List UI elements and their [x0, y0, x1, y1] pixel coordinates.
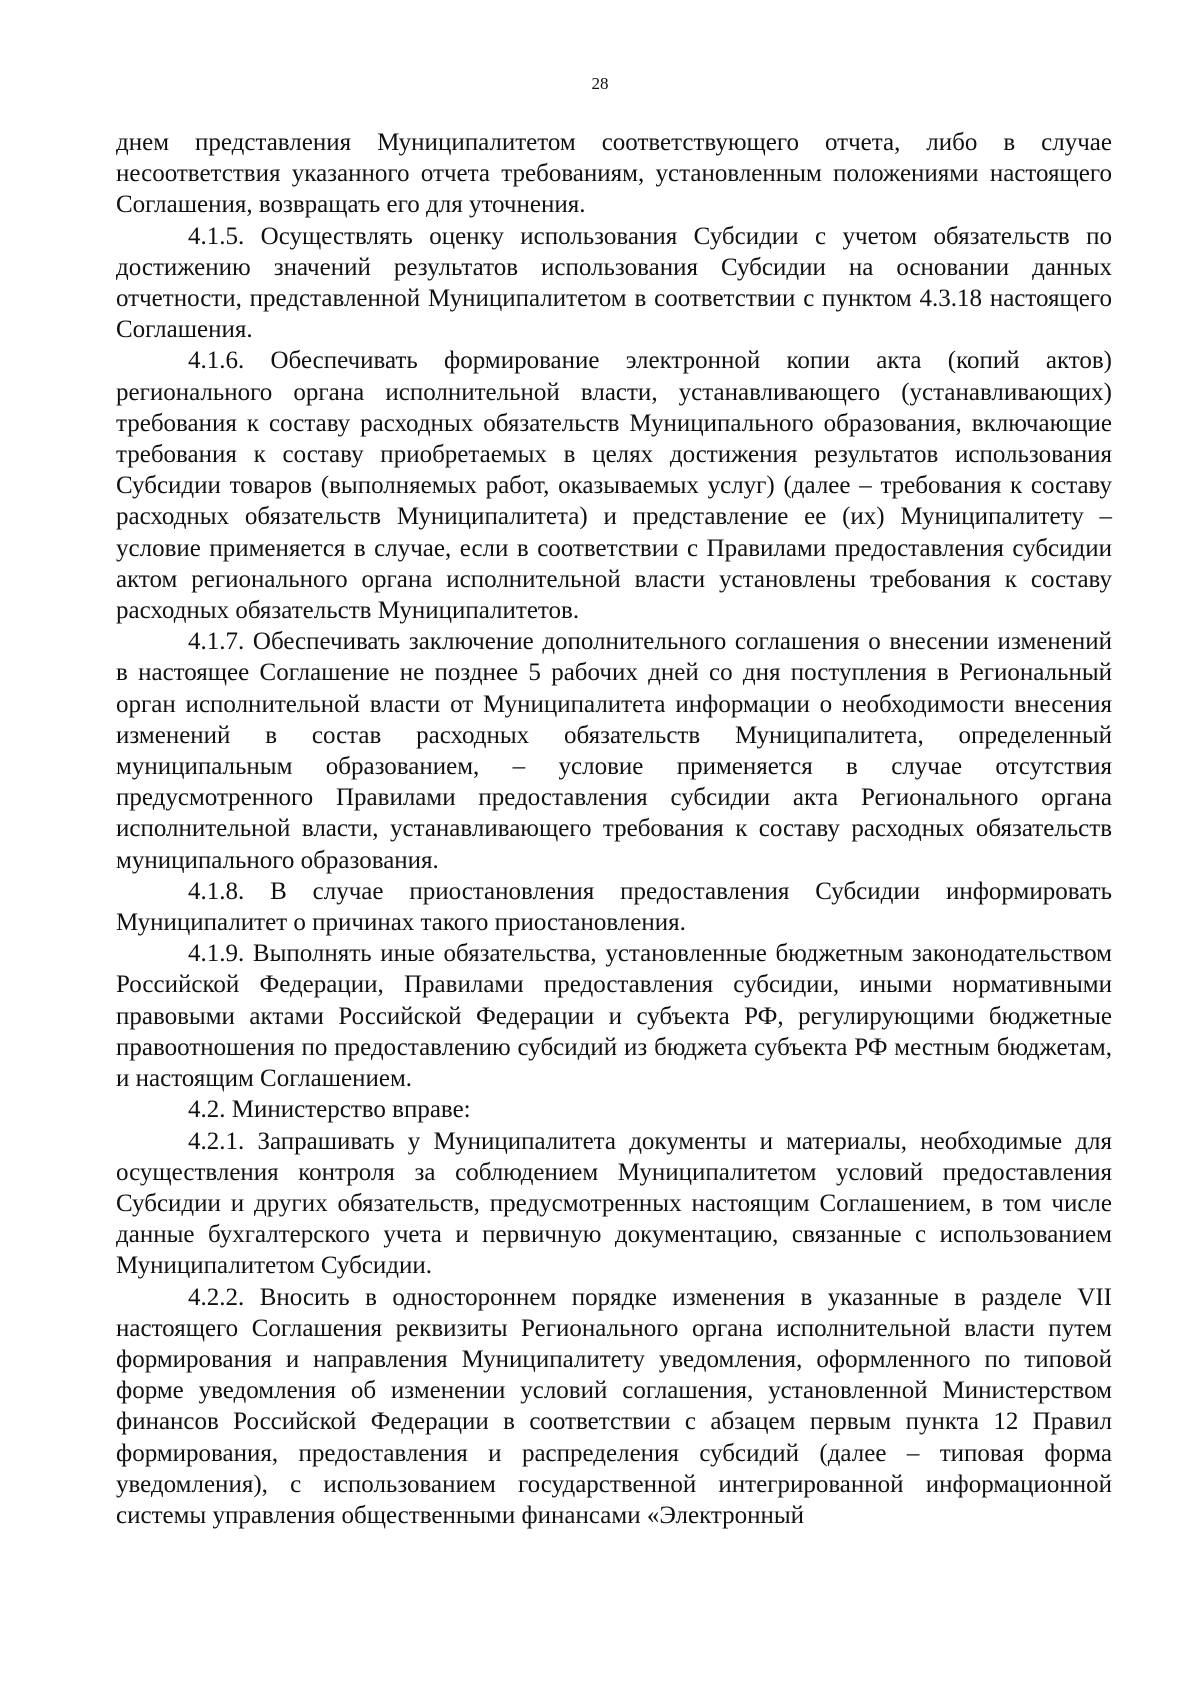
- paragraph-4-2: 4.2. Министерство вправе:: [188, 1096, 471, 1124]
- paragraph-continuation: днем представления Муниципалитетом соответствующего отчета, либо в случае несоответствия указанного отчета требованиям, установленным положениями настоящего Соглашения, возвращать его для уточнения.: [116, 129, 1112, 219]
- paragraph-4-1-6: 4.1.6. Обеспечивать формирование электронной копии акта (копий актов) регионального органа исполнительной власти, устанавливающего (устанавливающих) требования к составу расходных обязательств Муниципального образования, включающие требования к составу приобретаемых в целях достижения результатов использования Субсидии товаров (выполняемых работ, оказываемых услуг) (далее – требования к составу расходных обязательств Муниципалитета) и представление ее (их) Муниципалитету – условие применяется в случае, если в соответствии с Правилами предоставления субсидии актом регионального органа исполнительной власти установлены требования к составу расходных обязательств Муниципалитетов.: [116, 347, 1112, 625]
- paragraph-4-1-8: 4.1.8. В случае приостановления предоставления Субсидии информировать Муниципалитет о причинах такого приостановления.: [116, 877, 1112, 937]
- paragraph-4-1-7: 4.1.7. Обеспечивать заключение дополнительного соглашения о внесении изменений в настоящее Соглашение не позднее 5 рабочих дней со дня поступления в Региональный орган исполнительной власти от Муниципалитета информации о необходимости внесения изменений в состав расходных обязательств Муниципалитета, определенный муниципальным образованием, – условие применяется в случае отсутствия предусмотренного Правилами предоставления субсидии акта Регионального органа исполнительной власти, устанавливающего требования к составу расходных обязательств муниципального образования.: [116, 628, 1112, 874]
- paragraph-4-1-9: 4.1.9. Выполнять иные обязательства, установленные бюджетным законодательством Российской Федерации, Правилами предоставления субсидии, иными нормативными правовыми актами Российской Федерации и субъекта РФ, регулирующими бюджетные правоотношения по предоставлению субсидий из бюджета субъекта РФ местным бюджетам, и настоящим Соглашением.: [116, 940, 1112, 1093]
- paragraph-4-2-1: 4.2.1. Запрашивать у Муниципалитета документы и материалы, необходимые для осуществления контроля за соблюдением Муниципалитетом условий предоставления Субсидии и других обязательств, предусмотренных настоящим Соглашением, в том числе данные бухгалтерского учета и первичную документацию, связанные с использованием Муниципалитетом Субсидии.: [116, 1127, 1112, 1280]
- page-number: 28: [591, 74, 609, 93]
- paragraph-4-2-2: 4.2.2. Вносить в одностороннем порядке изменения в указанные в разделе VII настоящего Соглашения реквизиты Регионального органа исполнительной власти путем формирования и направления Муниципалитету уведомления, оформленного по типовой форме уведомления об изменении условий соглашения, установленной Министерством финансов Российской Федерации в соответствии с абзацем первым пункта 12 Правил формирования, предоставления и распределения субсидий (далее – типовая форма уведомления), с использованием государственной интегрированной информационной системы управления общественными финансами «Электронный: [116, 1283, 1112, 1529]
- paragraph-4-1-5: 4.1.5. Осуществлять оценку использования Субсидии с учетом обязательств по достижению значений результатов использования Субсидии на основании данных отчетности, представленной Муниципалитетом в соответствии с пунктом 4.3.18 настоящего Соглашения.: [116, 222, 1112, 344]
- document-body: [116, 127, 1112, 1531]
